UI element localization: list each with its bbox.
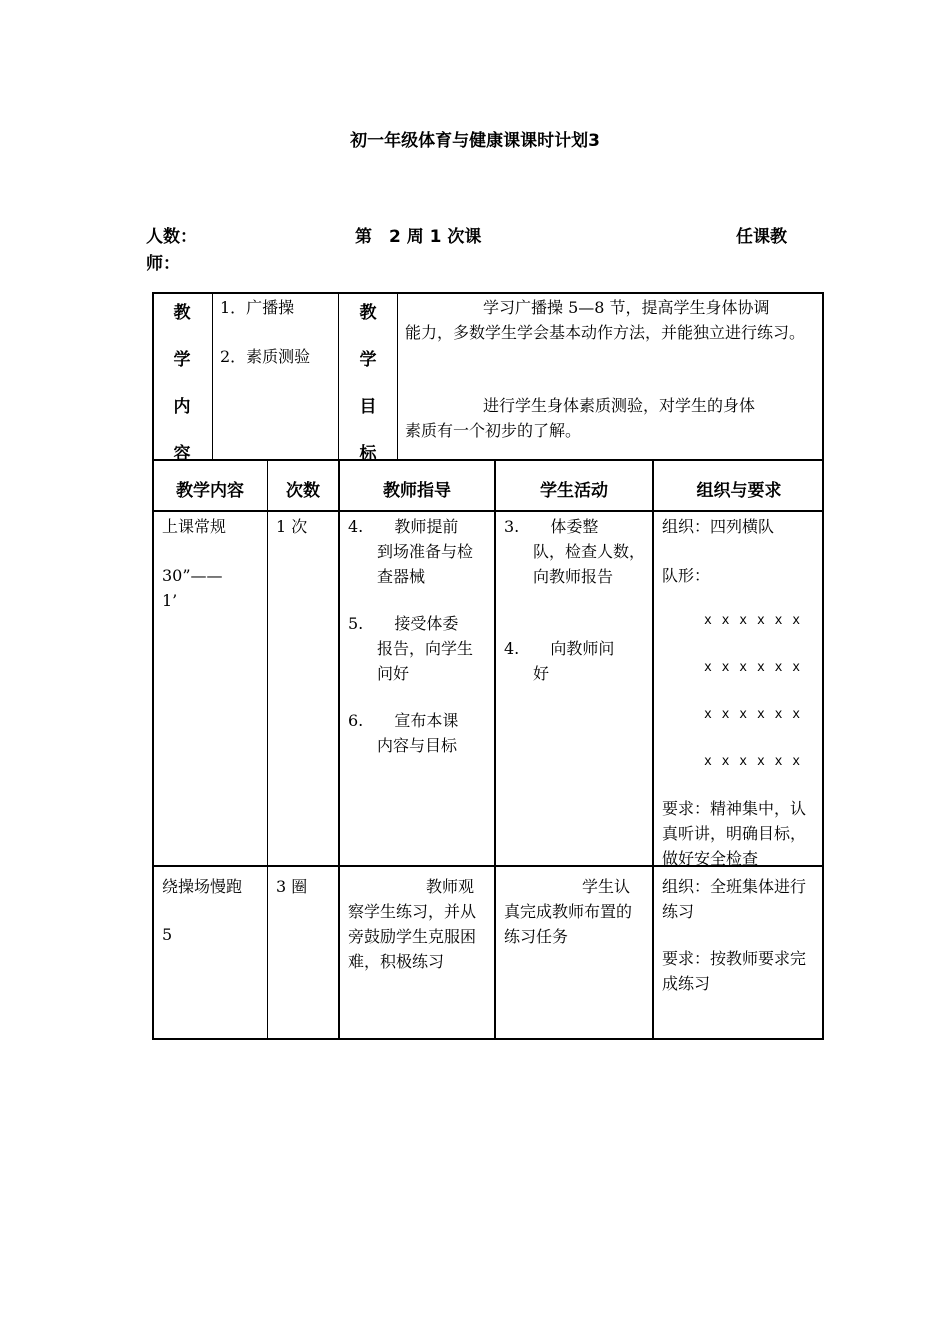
goal-2-rest: 素质有一个初步的了解。 bbox=[405, 421, 582, 440]
formation-label: 队形： bbox=[662, 566, 711, 585]
row2-teacher bbox=[348, 874, 486, 974]
step-text: 接受体委 bbox=[394, 614, 459, 633]
row2-teacher-rest: 察学生练习，并从旁鼓励学生克服困难，积极练习 bbox=[348, 902, 477, 971]
row1-content: 上课常规 bbox=[162, 517, 227, 536]
row2-student-first: 学生认 bbox=[582, 877, 631, 896]
column-header-student: 学生活动 bbox=[540, 481, 608, 501]
goal-label-char: 目 bbox=[359, 397, 377, 417]
row-divider bbox=[152, 510, 824, 512]
column-divider bbox=[338, 460, 340, 1040]
formation-row: x x x x x x bbox=[704, 613, 802, 628]
people-label: 人数： bbox=[146, 227, 197, 247]
row1-organization: 组织：四列横队 bbox=[662, 517, 775, 536]
row2-student-rest: 真完成教师布置的练习任务 bbox=[504, 902, 633, 946]
content-label-char: 学 bbox=[173, 350, 191, 370]
row1-time-cont: 1’ bbox=[162, 591, 178, 610]
step-text-cont: 内容与目标 bbox=[377, 736, 458, 755]
goal-label-char: 标 bbox=[359, 444, 377, 464]
row1-teacher-step bbox=[348, 514, 488, 589]
row2-content: 绕操场慢跑 bbox=[162, 877, 243, 896]
teacher-label: 任课教 bbox=[736, 227, 787, 247]
column-divider bbox=[397, 292, 398, 460]
row2-time: 5 bbox=[162, 925, 173, 944]
content-label-char: 容 bbox=[173, 444, 191, 464]
row2-count: 3 圈 bbox=[276, 877, 308, 896]
column-header-content: 教学内容 bbox=[176, 481, 244, 501]
column-divider bbox=[652, 460, 654, 1040]
row2-organization: 组织：全班集体进行练习 bbox=[662, 877, 807, 921]
step-number: 3. bbox=[504, 517, 520, 536]
row2-teacher-first: 教师观 bbox=[426, 877, 475, 896]
row1-teacher-step bbox=[348, 611, 488, 686]
column-header-teacher: 教师指导 bbox=[383, 481, 451, 501]
step-number: 5. bbox=[348, 614, 364, 633]
row2-requirement: 要求：按教师要求完成练习 bbox=[662, 949, 807, 993]
goal-2 bbox=[405, 393, 817, 443]
step-text-cont: 队，检查人数，向教师报告 bbox=[533, 542, 646, 586]
column-header-organization: 组织与要求 bbox=[696, 481, 782, 501]
step-number: 6. bbox=[348, 711, 364, 730]
content-label-char: 内 bbox=[173, 397, 191, 417]
formation-row: x x x x x x bbox=[704, 707, 802, 722]
step-text: 教师提前 bbox=[394, 517, 459, 536]
content-item: 1．广播操 bbox=[220, 298, 295, 317]
row1-teacher-step bbox=[348, 708, 488, 758]
row1-time: 30”—— bbox=[162, 566, 223, 585]
goal-1 bbox=[405, 295, 817, 345]
content-item: 2．素质测验 bbox=[220, 347, 311, 366]
row1-student-step bbox=[504, 514, 646, 589]
formation-row: x x x x x x bbox=[704, 660, 802, 675]
step-text: 宣布本课 bbox=[394, 711, 459, 730]
goal-1-first-line: 学习广播操 5—8 节，提高学生身体协调 bbox=[483, 298, 770, 317]
row2-student bbox=[504, 874, 644, 949]
step-text: 体委整 bbox=[550, 517, 599, 536]
page-title: 初一年级体育与健康课课时计划3 bbox=[350, 131, 600, 151]
goal-2-first-line: 进行学生身体素质测验，对学生的身体 bbox=[483, 396, 756, 415]
row1-requirement: 要求：精神集中，认真听讲，明确目标，做好安全检查 bbox=[662, 799, 807, 868]
step-text-cont: 到场准备与检查器械 bbox=[377, 542, 474, 586]
teacher-label-cont: 师： bbox=[146, 254, 180, 274]
formation-row: x x x x x x bbox=[704, 754, 802, 769]
row-divider bbox=[152, 459, 824, 461]
step-number: 4. bbox=[348, 517, 364, 536]
goal-1-rest: 能力，多数学生学会基本动作方法，并能独立进行练习。 bbox=[405, 323, 806, 342]
column-header-count: 次数 bbox=[286, 481, 320, 501]
step-text-cont: 好 bbox=[533, 664, 550, 683]
step-number: 4. bbox=[504, 639, 520, 658]
row1-count: 1 次 bbox=[276, 517, 308, 536]
week-label: 第 2 周 1 次课 bbox=[355, 227, 482, 247]
column-divider bbox=[267, 460, 268, 1040]
column-divider bbox=[338, 292, 339, 460]
step-text-cont: 报告，向学生问好 bbox=[377, 639, 474, 683]
column-divider bbox=[494, 460, 496, 1040]
row1-student-step bbox=[504, 636, 646, 686]
goal-label-char: 教 bbox=[359, 303, 377, 323]
column-divider bbox=[212, 292, 213, 460]
goal-label-char: 学 bbox=[359, 350, 377, 370]
content-label-char: 教 bbox=[173, 303, 191, 323]
step-text: 向教师问 bbox=[550, 639, 615, 658]
